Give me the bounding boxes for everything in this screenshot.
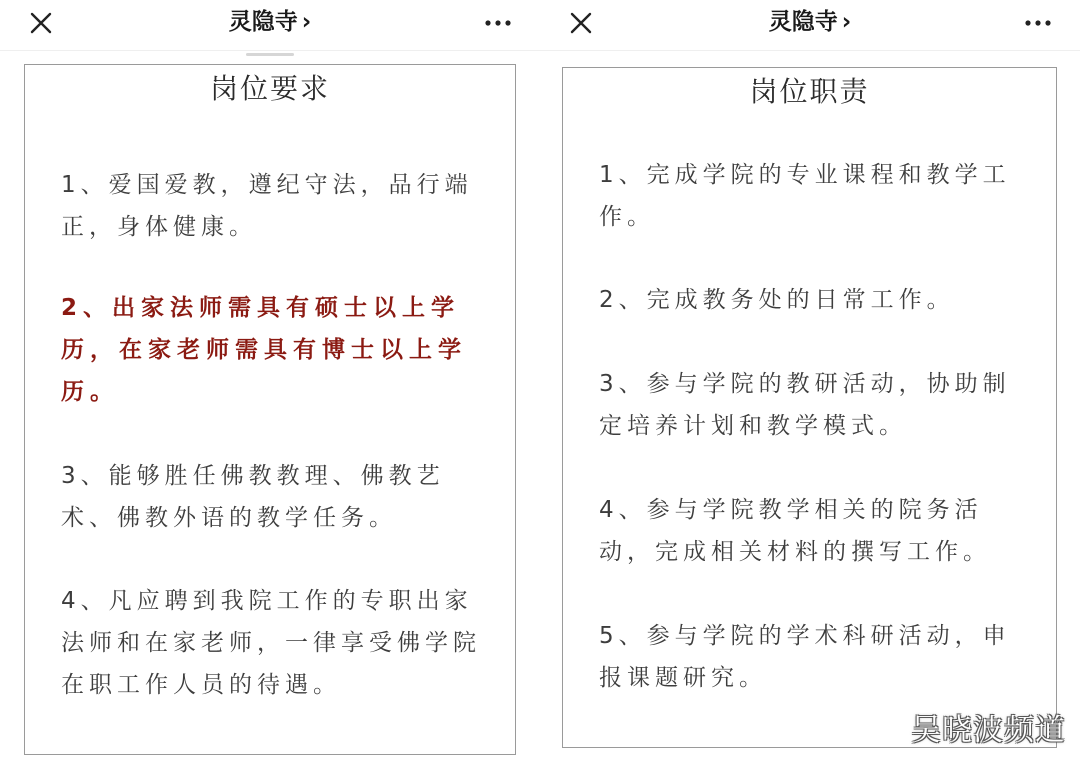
responsibility-item-1: 1、完成学院的专业课程和教学工作。 [599, 162, 1011, 230]
right-nav-title[interactable] [540, 6, 1080, 38]
left-nav-bar [0, 0, 540, 51]
more-dots-icon[interactable] [1022, 9, 1054, 37]
requirement-item-1: 1、爱国爱教，遵纪守法，品行端正，身体健康。 [61, 172, 473, 240]
account-name: 灵隐寺 [228, 9, 298, 35]
chevron-right-icon: › [301, 9, 312, 35]
right-nav-bar [540, 0, 1080, 51]
chevron-right-icon: › [841, 9, 852, 35]
watermark: 吴晓波频道 [911, 713, 1066, 748]
responsibilities-card [562, 67, 1057, 748]
card-title: 岗位职责 [749, 75, 870, 108]
responsibility-item-2: 2、完成教务处的日常工作。 [599, 287, 955, 313]
responsibility-item-3: 3、参与学院的教研活动，协助制定培养计划和教学模式。 [599, 371, 1011, 439]
requirement-item-3: 3、能够胜任佛教教理、佛教艺术、佛教外语的教学任务。 [61, 463, 445, 531]
right-phone-screen [540, 0, 1080, 763]
left-nav-title[interactable] [0, 6, 540, 38]
pull-handle [246, 53, 294, 56]
responsibility-item-5: 5、参与学院的学术科研活动，申报课题研究。 [599, 623, 1011, 691]
requirement-item-4: 4、凡应聘到我院工作的专职出家法师和在家老师，一律享受佛学院在职工作人员的待遇。 [61, 588, 481, 698]
card-title: 岗位要求 [209, 72, 330, 105]
requirements-card [24, 64, 516, 755]
requirement-item-2: 2、出家法师需具有硕士以上学历，在家老师需具有博士以上学历。 [61, 295, 467, 405]
account-name: 灵隐寺 [768, 9, 838, 35]
responsibility-item-4: 4、参与学院教学相关的院务活动，完成相关材料的撰写工作。 [599, 497, 991, 565]
more-dots-icon[interactable] [482, 9, 514, 37]
